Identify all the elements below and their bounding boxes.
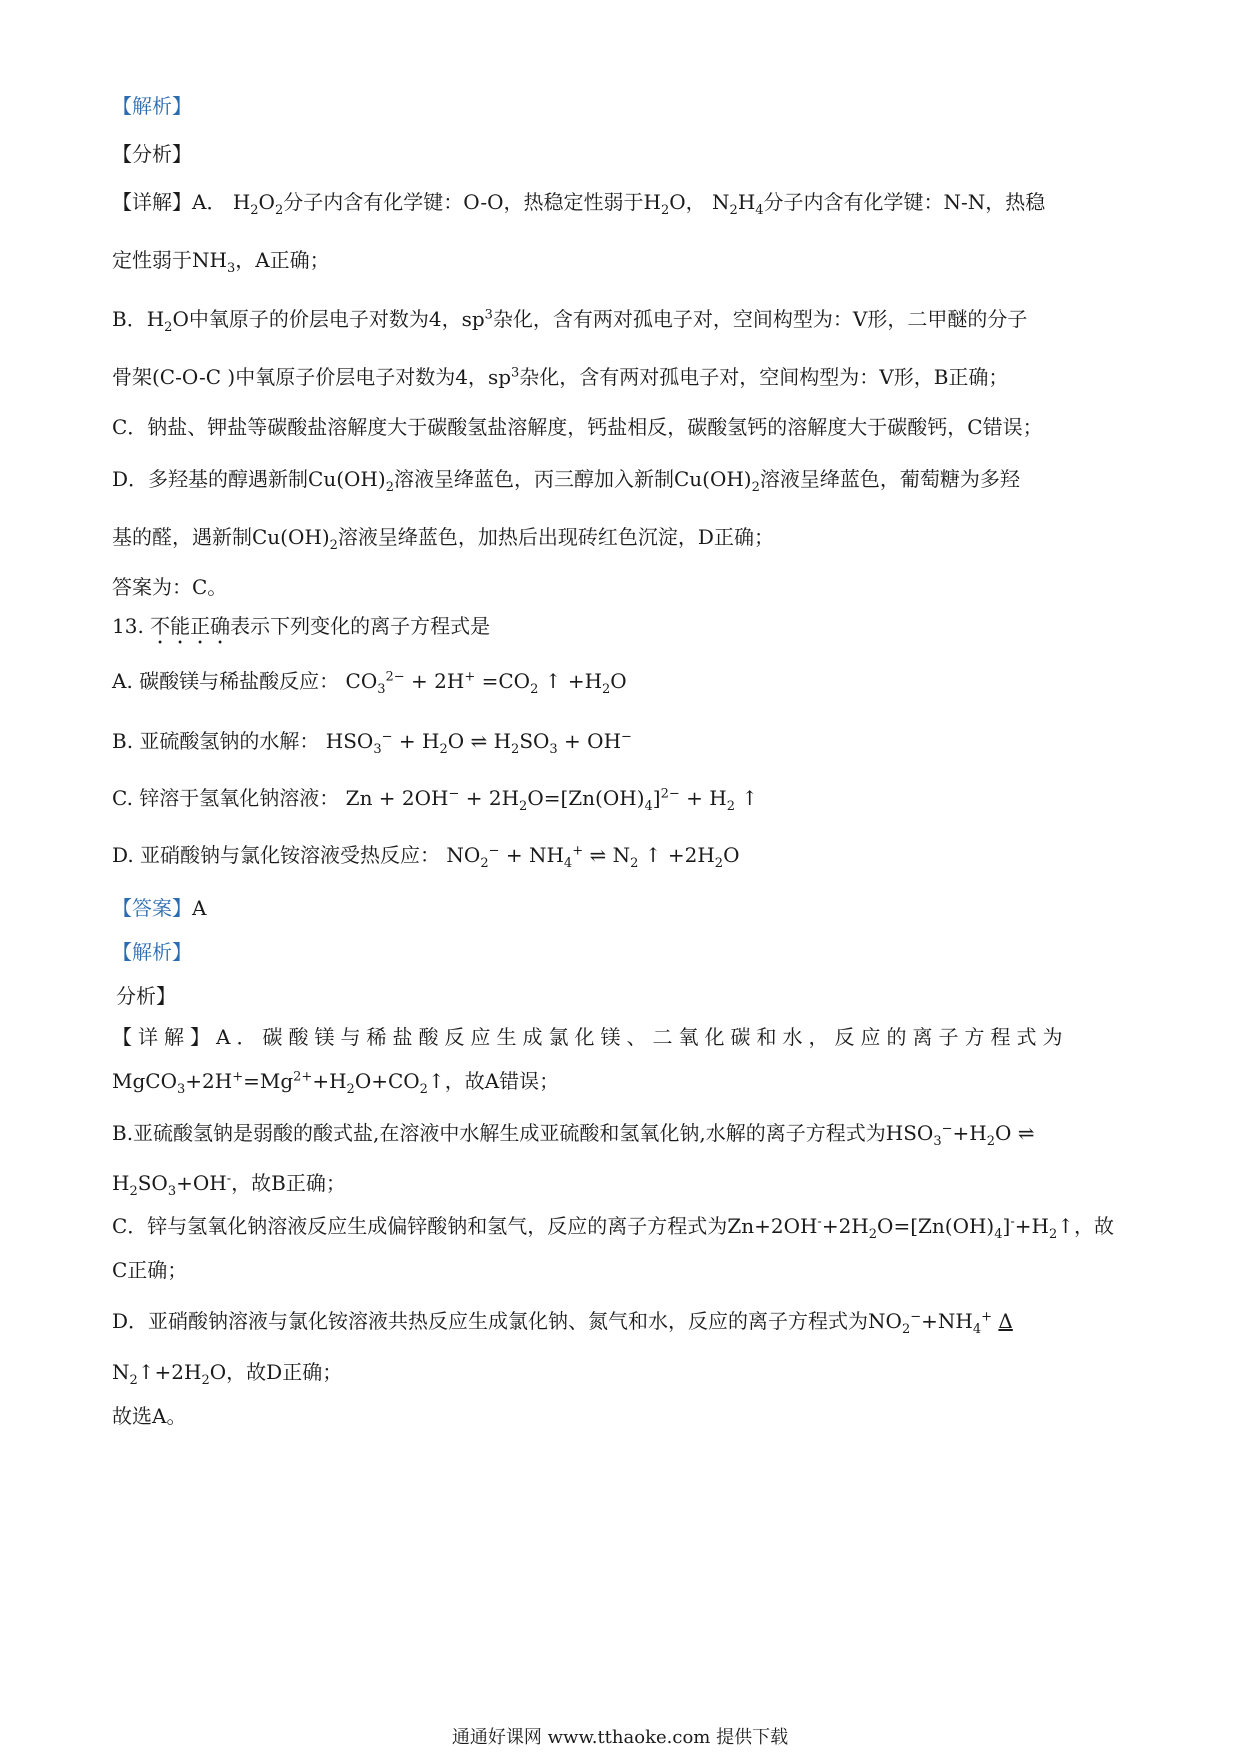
answer-value: A (192, 896, 207, 920)
equation-b-rhs: $H_2SO_3+OH^-$ (112, 1171, 232, 1199)
q12-answer: 答案为：C。 (112, 575, 228, 599)
q13-conclusion: 故选A。 (112, 1404, 187, 1428)
emphasis-text: 不能正确 (150, 614, 231, 638)
q12-detail-b-line1: B．$H_2O$中氧原子的价层电子对数为4，$sp^3$杂化，含有两对孤电子对，空间构型为：V形，二甲醚的分子 (112, 307, 1028, 335)
q13-detail-b-line1: B.亚硫酸氢钠是弱酸的酸式盐,在溶液中水解生成亚硫酸和氢氧化钠,水解的离子方程式为$HSO_3^-+H_2O$ ⇌ (112, 1121, 1035, 1149)
formula-sp3: $sp^3$ (487, 365, 520, 389)
equation-d-lhs: $NO_2^-+NH_4^+$ Δ (868, 1309, 1013, 1337)
equation-a: $CO_3^{2-} + 2H^+ =CO_2$ ↑ $+H_2O$ (345, 669, 627, 697)
equation-c-correct: $Zn+2OH^-+2H_2O=[Zn(OH)_4]^-+H_2↑$ (727, 1214, 1074, 1242)
q13-detail-a-line2: $MgCO_3+2H^+=Mg^{2+}+H_2O+CO_2↑$，故A错误； (112, 1069, 560, 1097)
q13-detail-c-line1: C．锌与氢氧化钠溶液反应生成偏锌酸钠和氢气，反应的离子方程式为$Zn+2OH^-+2H_2O=[Zn(OH)_4]^-+H_2↑$，故 (112, 1214, 1114, 1242)
equation-b-lhs: $HSO_3^-+H_2O$ ⇌ (885, 1121, 1035, 1149)
formula-h2o2: $H_2O_2$ (232, 190, 284, 218)
equation-d: $NO_2^- + NH_4^+$ ⇌ $N_2$ ↑ $+2H_2O$ (446, 843, 740, 871)
question-number: 13. (112, 614, 144, 638)
formula-cuoh2: $Cu(OH)_2$ (308, 467, 394, 495)
q13-analysis-sub-label: 分析】 (116, 984, 176, 1008)
equation-a-correct: $MgCO_3+2H^+=Mg^{2+}+H_2O+CO_2↑$ (112, 1069, 445, 1097)
formula-nh3: $NH_3$ (192, 248, 236, 276)
q13-detail-c-line2: C正确； (112, 1258, 188, 1282)
equation-d-rhs: $N_2↑+2H_2O$ (112, 1360, 227, 1388)
formula-cuoh2: $Cu(OH)_2$ (673, 467, 760, 495)
q13-answer (112, 896, 206, 920)
page-footer: 通通好课网 www.tthaoke.com 提供下载 (451, 1727, 789, 1748)
q12-detail-b-line2: 骨架(C-O-C )中氧原子价层电子对数为4，$sp^3$杂化，含有两对孤电子对，空间构型为：V形，B正确； (112, 365, 1009, 389)
analysis-label: 【解析】 (112, 94, 192, 118)
equation-b: $HSO_3^- + H_2O$ ⇌ $H_2SO_3 + OH^-$ (325, 729, 632, 757)
formula-h2o: $H_2O$ (146, 307, 189, 335)
q12-detail-d-line1: D．多羟基的醇遇新制$Cu(OH)_2$溶液呈绛蓝色，丙三醇加入新制$Cu(OH)_2$溶液呈绛蓝色，葡萄糖为多羟 (112, 467, 1020, 495)
q13-detail-b-line2: $H_2SO_3+OH^-$，故B正确； (112, 1171, 346, 1199)
detail-tag: 【详解】 (112, 1025, 216, 1049)
q13-stem: 13. 不能正确表示下列变化的离子方程式是 (112, 614, 491, 638)
q13-option-b: B. 亚硫酸氢钠的水解： $HSO_3^- + H_2O$ ⇌ $H_2SO_3 + OH^-$ (112, 729, 632, 757)
q13-analysis-label: 【解析】 (112, 940, 192, 964)
q13-option-d: D. 亚硝酸钠与氯化铵溶液受热反应： $NO_2^- + NH_4^+$ ⇌ $N_2$ ↑ $+2H_2O$ (112, 843, 740, 871)
equation-c: $Zn + 2OH^- + 2H_2O=[Zn(OH)_4]^{2-} + H_2$ ↑ (345, 786, 759, 814)
formula-h2o: $H_2O$ (643, 190, 686, 218)
q13-detail-d-line2: $N_2↑+2H_2O$，故D正确； (112, 1360, 343, 1388)
q13-option-a: A. 碳酸镁与稀盐酸反应： $CO_3^{2-} + 2H^+ =CO_2$ ↑ $+H_2O$ (112, 669, 627, 697)
q12-detail-d-line2: 基的醛，遇新制$Cu(OH)_2$溶液呈绛蓝色，加热后出现砖红色沉淀，D正确； (112, 525, 774, 553)
formula-cuoh2: $Cu(OH)_2$ (252, 525, 338, 553)
q13-detail-a-line1: 【详解】A．碳酸镁与稀盐酸反应生成氯化镁、二氧化碳和水，反应的离子方程式为 (112, 1025, 1069, 1049)
detail-tag: 【详解】 (112, 190, 192, 214)
answer-tag: 【答案】 (112, 896, 192, 920)
q13-option-c: C. 锌溶于氢氧化钠溶液： $Zn + 2OH^- + 2H_2O=[Zn(OH)_4]^{2-} + H_2$ ↑ (112, 786, 759, 814)
q12-detail-a-line1: 【详解】A． $H_2O_2$分子内含有化学键：O-O，热稳定性弱于$H_2O$， $N_2H_4$分子内含有化学键：N-N，热稳 (112, 190, 1046, 218)
formula-sp3: $sp^3$ (461, 307, 493, 331)
q13-detail-d-line1: D．亚硝酸钠溶液与氯化铵溶液共热反应生成氯化钠、氮气和水，反应的离子方程式为$NO_2^-+NH_4^+$ Δ (112, 1309, 1013, 1337)
formula-n2h4: $N_2H_4$ (712, 190, 764, 218)
q12-detail-c: C．钠盐、钾盐等碳酸盐溶解度大于碳酸氢盐溶解度，钙盐相反，碳酸氢钙的溶解度大于碳酸钙，C错误； (112, 415, 1043, 439)
analysis-sub-label: 【分析】 (112, 142, 192, 166)
q12-detail-a-line2: 定性弱于$NH_3$，A正确； (112, 248, 330, 276)
